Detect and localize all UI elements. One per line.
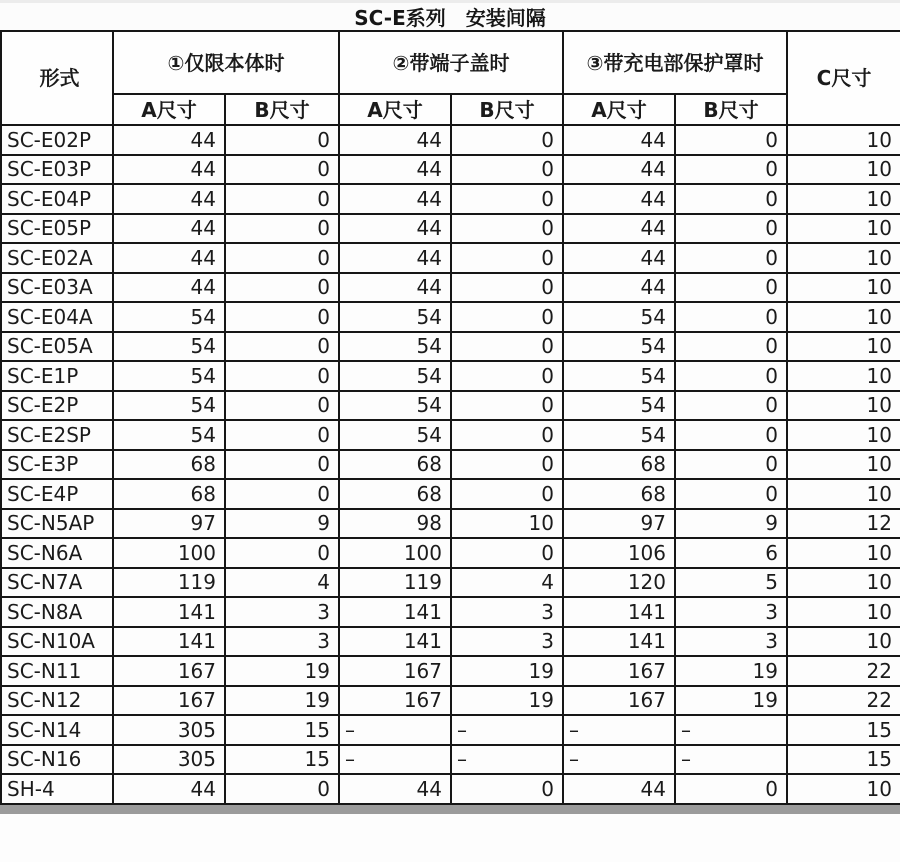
value-cell: 0 [225, 302, 339, 332]
value-cell: 141 [563, 627, 675, 657]
model-cell: SC-E2SP [1, 420, 113, 450]
value-cell: 0 [225, 125, 339, 155]
value-cell: 10 [787, 332, 900, 362]
table-row [1, 774, 900, 804]
value-cell: 22 [787, 656, 900, 686]
value-cell: 167 [339, 656, 451, 686]
value-cell: 106 [563, 538, 675, 568]
value-cell: 10 [787, 184, 900, 214]
value-cell: 0 [451, 125, 563, 155]
value-cell: 3 [675, 597, 787, 627]
table-row [1, 568, 900, 598]
column-header-group3: ③带充电部保护罩时 [563, 31, 787, 94]
column-header-b1: B尺寸 [225, 94, 339, 125]
value-cell: 10 [787, 568, 900, 598]
value-cell: 22 [787, 686, 900, 716]
value-cell: 54 [113, 361, 225, 391]
value-cell: 0 [225, 184, 339, 214]
value-cell: 19 [675, 656, 787, 686]
value-cell: 44 [339, 273, 451, 303]
page-title: SC-E系列 安装间隔 [0, 0, 900, 30]
value-cell: 0 [225, 420, 339, 450]
model-cell: SH-4 [1, 774, 113, 804]
value-cell: 44 [113, 214, 225, 244]
value-cell: 167 [563, 686, 675, 716]
table-row [1, 391, 900, 421]
value-cell: 54 [339, 361, 451, 391]
value-cell: 12 [787, 509, 900, 539]
value-cell: 0 [451, 450, 563, 480]
value-cell: 19 [225, 656, 339, 686]
model-cell: SC-N10A [1, 627, 113, 657]
value-cell: 54 [563, 332, 675, 362]
value-cell: 0 [225, 450, 339, 480]
value-cell: 0 [675, 155, 787, 185]
model-cell: SC-N11 [1, 656, 113, 686]
value-cell: – [563, 745, 675, 775]
value-cell: 119 [113, 568, 225, 598]
value-cell: 54 [563, 302, 675, 332]
value-cell: 97 [113, 509, 225, 539]
table-row [1, 243, 900, 273]
table-header [1, 31, 900, 125]
value-cell: 98 [339, 509, 451, 539]
value-cell: 0 [451, 774, 563, 804]
column-header-a3: A尺寸 [563, 94, 675, 125]
value-cell: – [563, 715, 675, 745]
value-cell: – [451, 715, 563, 745]
value-cell: 167 [113, 686, 225, 716]
model-cell: SC-N16 [1, 745, 113, 775]
column-header-model: 形式 [1, 31, 113, 125]
value-cell: 10 [787, 155, 900, 185]
model-cell: SC-E02A [1, 243, 113, 273]
value-cell: 68 [339, 450, 451, 480]
value-cell: 15 [787, 715, 900, 745]
column-header-b2: B尺寸 [451, 94, 563, 125]
value-cell: 10 [787, 391, 900, 421]
value-cell: 44 [339, 184, 451, 214]
model-cell: SC-E05P [1, 214, 113, 244]
value-cell: 54 [339, 302, 451, 332]
value-cell: 0 [451, 479, 563, 509]
value-cell: 3 [451, 597, 563, 627]
value-cell: 44 [113, 774, 225, 804]
value-cell: 0 [225, 214, 339, 244]
column-header-c: C尺寸 [787, 31, 900, 125]
model-cell: SC-E03A [1, 273, 113, 303]
value-cell: 0 [451, 155, 563, 185]
value-cell: 54 [339, 332, 451, 362]
value-cell: 0 [675, 774, 787, 804]
value-cell: 44 [563, 125, 675, 155]
value-cell: 141 [113, 597, 225, 627]
value-cell: 44 [113, 125, 225, 155]
value-cell: 44 [113, 243, 225, 273]
table-row [1, 597, 900, 627]
model-cell: SC-E02P [1, 125, 113, 155]
value-cell: – [675, 745, 787, 775]
model-cell: SC-N12 [1, 686, 113, 716]
model-cell: SC-E05A [1, 332, 113, 362]
model-cell: SC-N5AP [1, 509, 113, 539]
installation-spacing-table [0, 30, 900, 805]
value-cell: 100 [113, 538, 225, 568]
value-cell: 0 [451, 332, 563, 362]
value-cell: 54 [563, 420, 675, 450]
value-cell: 141 [339, 597, 451, 627]
table-row [1, 273, 900, 303]
column-header-b3: B尺寸 [675, 94, 787, 125]
table-row [1, 361, 900, 391]
value-cell: 3 [451, 627, 563, 657]
model-cell: SC-N14 [1, 715, 113, 745]
value-cell: – [451, 745, 563, 775]
value-cell: 0 [675, 243, 787, 273]
table-row [1, 450, 900, 480]
value-cell: 0 [675, 214, 787, 244]
column-header-a1: A尺寸 [113, 94, 225, 125]
value-cell: 10 [787, 243, 900, 273]
value-cell: 0 [225, 332, 339, 362]
value-cell: 54 [563, 361, 675, 391]
value-cell: 120 [563, 568, 675, 598]
value-cell: 44 [339, 125, 451, 155]
value-cell: 0 [675, 479, 787, 509]
value-cell: 305 [113, 715, 225, 745]
value-cell: 0 [225, 479, 339, 509]
value-cell: 54 [113, 302, 225, 332]
value-cell: 4 [225, 568, 339, 598]
value-cell: 0 [675, 361, 787, 391]
model-cell: SC-E1P [1, 361, 113, 391]
value-cell: 10 [787, 450, 900, 480]
value-cell: 44 [113, 273, 225, 303]
value-cell: 0 [675, 273, 787, 303]
value-cell: 0 [451, 361, 563, 391]
value-cell: 167 [339, 686, 451, 716]
value-cell: 6 [675, 538, 787, 568]
table-row [1, 656, 900, 686]
value-cell: 19 [225, 686, 339, 716]
value-cell: 0 [675, 332, 787, 362]
value-cell: 0 [225, 774, 339, 804]
model-cell: SC-E3P [1, 450, 113, 480]
value-cell: – [675, 715, 787, 745]
value-cell: 44 [563, 774, 675, 804]
model-cell: SC-E4P [1, 479, 113, 509]
table-row [1, 302, 900, 332]
value-cell: 19 [451, 686, 563, 716]
value-cell: 5 [675, 568, 787, 598]
value-cell: 15 [225, 745, 339, 775]
model-cell: SC-E03P [1, 155, 113, 185]
value-cell: 15 [787, 745, 900, 775]
value-cell: 68 [113, 479, 225, 509]
value-cell: 44 [339, 214, 451, 244]
value-cell: 0 [451, 302, 563, 332]
value-cell: 0 [225, 273, 339, 303]
value-cell: 10 [787, 479, 900, 509]
value-cell: 10 [787, 214, 900, 244]
column-header-group2: ②带端子盖时 [339, 31, 563, 94]
value-cell: 44 [113, 155, 225, 185]
model-cell: SC-N6A [1, 538, 113, 568]
value-cell: 97 [563, 509, 675, 539]
value-cell: 9 [225, 509, 339, 539]
value-cell: 44 [563, 273, 675, 303]
model-cell: SC-E04P [1, 184, 113, 214]
value-cell: 0 [225, 391, 339, 421]
value-cell: 0 [675, 125, 787, 155]
value-cell: 0 [225, 155, 339, 185]
value-cell: 54 [113, 420, 225, 450]
value-cell: 10 [787, 125, 900, 155]
value-cell: 44 [563, 243, 675, 273]
value-cell: 10 [787, 597, 900, 627]
table-row [1, 509, 900, 539]
value-cell: 68 [563, 450, 675, 480]
column-header-group1: ①仅限本体时 [113, 31, 339, 94]
model-cell: SC-E2P [1, 391, 113, 421]
value-cell: 68 [113, 450, 225, 480]
value-cell: 44 [339, 774, 451, 804]
value-cell: 68 [563, 479, 675, 509]
value-cell: 10 [787, 361, 900, 391]
table-body [1, 125, 900, 804]
value-cell: 3 [225, 627, 339, 657]
value-cell: 0 [451, 273, 563, 303]
model-cell: SC-N7A [1, 568, 113, 598]
value-cell: 3 [675, 627, 787, 657]
value-cell: 0 [451, 243, 563, 273]
value-cell: 0 [225, 538, 339, 568]
value-cell: 10 [787, 273, 900, 303]
value-cell: 0 [451, 184, 563, 214]
value-cell: 10 [451, 509, 563, 539]
value-cell: 10 [787, 538, 900, 568]
value-cell: 54 [339, 391, 451, 421]
value-cell: 10 [787, 774, 900, 804]
table-row [1, 155, 900, 185]
value-cell: 19 [675, 686, 787, 716]
header-row-groups [1, 31, 900, 94]
value-cell: 4 [451, 568, 563, 598]
value-cell: 3 [225, 597, 339, 627]
value-cell: 0 [675, 302, 787, 332]
value-cell: 44 [113, 184, 225, 214]
value-cell: 19 [451, 656, 563, 686]
value-cell: 10 [787, 302, 900, 332]
table-row [1, 214, 900, 244]
value-cell: 44 [563, 214, 675, 244]
value-cell: 0 [225, 361, 339, 391]
value-cell: 0 [675, 391, 787, 421]
table-row [1, 479, 900, 509]
value-cell: 68 [339, 479, 451, 509]
value-cell: 10 [787, 420, 900, 450]
table-row [1, 420, 900, 450]
value-cell: 0 [675, 420, 787, 450]
value-cell: 44 [563, 184, 675, 214]
model-cell: SC-N8A [1, 597, 113, 627]
value-cell: 141 [563, 597, 675, 627]
table-row [1, 627, 900, 657]
table-row [1, 184, 900, 214]
value-cell: 119 [339, 568, 451, 598]
value-cell: 44 [339, 243, 451, 273]
value-cell: 54 [113, 332, 225, 362]
value-cell: 141 [113, 627, 225, 657]
table-row [1, 715, 900, 745]
value-cell: – [339, 745, 451, 775]
value-cell: 0 [451, 391, 563, 421]
value-cell: 167 [563, 656, 675, 686]
value-cell: 141 [339, 627, 451, 657]
value-cell: 54 [563, 391, 675, 421]
value-cell: 0 [225, 243, 339, 273]
scan-edge-strip [0, 805, 900, 814]
value-cell: 9 [675, 509, 787, 539]
value-cell: – [339, 715, 451, 745]
table-row [1, 686, 900, 716]
table-row [1, 538, 900, 568]
value-cell: 10 [787, 627, 900, 657]
value-cell: 54 [113, 391, 225, 421]
value-cell: 305 [113, 745, 225, 775]
table-row [1, 745, 900, 775]
value-cell: 54 [339, 420, 451, 450]
table-row [1, 125, 900, 155]
value-cell: 0 [451, 538, 563, 568]
value-cell: 44 [339, 155, 451, 185]
value-cell: 0 [675, 184, 787, 214]
table-row [1, 332, 900, 362]
value-cell: 0 [451, 420, 563, 450]
value-cell: 44 [563, 155, 675, 185]
model-cell: SC-E04A [1, 302, 113, 332]
column-header-a2: A尺寸 [339, 94, 451, 125]
value-cell: 167 [113, 656, 225, 686]
value-cell: 0 [675, 450, 787, 480]
header-row-subcolumns [1, 94, 900, 125]
value-cell: 100 [339, 538, 451, 568]
value-cell: 0 [451, 214, 563, 244]
value-cell: 15 [225, 715, 339, 745]
